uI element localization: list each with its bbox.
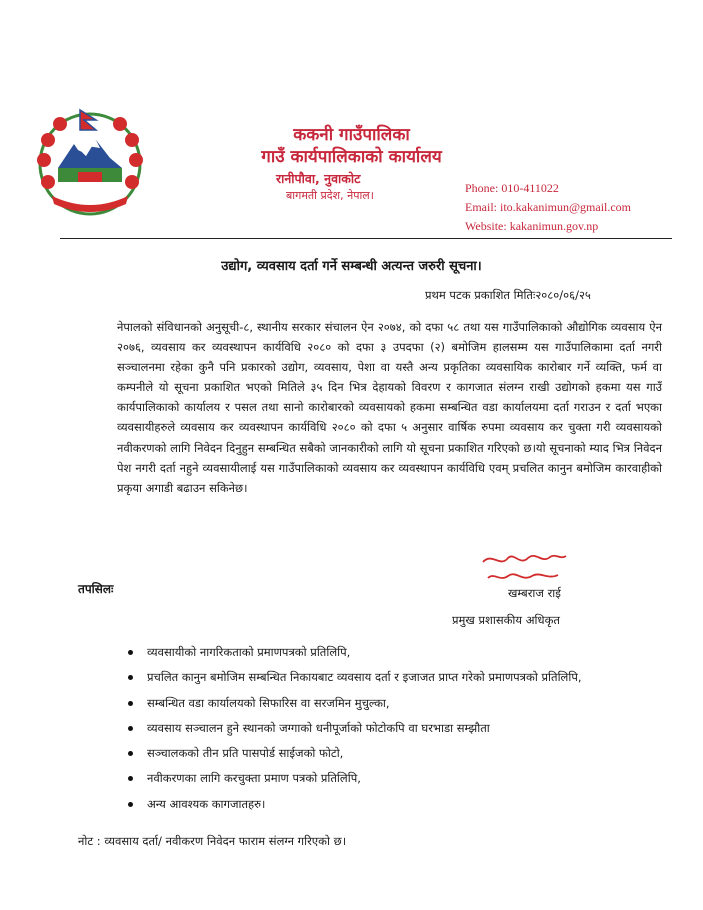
- list-item-text: नवीकरणका लागि करचुक्ता प्रमाण पत्रको प्रतिलिपि,: [147, 771, 361, 786]
- list-item-text: व्यवसाय सञ्चालन हुने स्थानको जग्गाको धनीपूर्जाको फोटोकपि वा घरभाडा सम्झौता: [147, 720, 490, 735]
- office-name: गाउँ कार्यपालिकाको कार्यालय: [261, 147, 442, 167]
- list-item: [128, 746, 582, 771]
- signer-name: खम्बराज राई: [508, 586, 561, 600]
- list-item-text: प्रचलित कानुन बमोजिम सम्बन्धित निकायबाट व्यवसाय दर्ता र इजाजत प्राप्त गरेको प्रमाणपत्रको प्रतिलिपि,: [147, 670, 582, 685]
- bullet-icon: [128, 650, 133, 655]
- list-item: [128, 771, 582, 796]
- notice-body: नेपालको संविधानको अनुसूची-८, स्थानीय सरकार संचालन ऐन २०७४, को दफा ५८ तथा यस गाउँपालिकाको औद्योगिक व्यवसाय ऐन २०७६, व्यवसाय कर व्यवस्थापन कार्यविधि २०८० को दफा ३ उपदफा (२) बमोजिम हालसम्म यस गाउँपालिकामा दर्ता नगरी सञ्चालनमा रहेका कुनै पनि प्रकारको उद्योग, व्यवसाय, पेशा वा यस्तै अन्य प्रकृतिका व्यवसायिक कारोबार गर्ने व्यक्ति, फर्म वा कम्पनीले यो सूचना प्रकाशित भएको मितिले ३५ दिन भित्र देहायको विवरण र कागजात संलग्न राखी उद्योगको हकमा यस गाउँ कार्यपालिकाको कार्यालय र पसल तथा सानो कारोबारको व्यवसायको हकमा सम्बन्धित वडा कार्यालयमा दर्ता गराउन र दर्ता भएका व्यवसायीहरुले व्यवसाय कर व्यवस्थापन कार्यविधि २०८० को दफा ५ अनुसार वार्षिक रुपमा व्यवसाय कर चुक्ता गरी व्यवसायको नवीकरणको लागि निवेदन दिनुहुन सम्बन्धित सबैको जानकारीको लागि यो सूचना प्रकाशित गरिएको छ।यो सूचनाको म्याद भित्र निवेदन पेश नगरी दर्ता नहुने व्यवसायीलाई यस गाउँपालिकाको व्यवसाय कर व्यवस्थापन कार्यविधि एवम् प्रचलित कानुन बमोजिम कारवाहीको प्रकृया अगाडी बढाउन सकिनेछ।: [117, 320, 662, 495]
- bullet-icon: [128, 675, 133, 680]
- bullet-icon: [128, 751, 133, 756]
- list-item: [128, 721, 582, 746]
- signature-mark: [478, 548, 573, 588]
- attachments-heading: तपसिलः: [78, 582, 114, 596]
- list-item: [128, 645, 582, 670]
- list-item-text: व्यवसायीको नागरिकताको प्रमाणपत्रको प्रतिलिपि,: [147, 645, 351, 659]
- org-address: रानीपौवा, नुवाकोट: [276, 171, 361, 186]
- list-item-text: अन्य आवश्यक कागजातहरु।: [147, 796, 266, 811]
- list-item-text: सञ्चालकको तीन प्रति पासपोर्ड साईजको फोटो,: [147, 746, 344, 761]
- org-name: ककनी गाउँपालिका: [293, 125, 410, 145]
- publish-date: प्रथम पटक प्रकाशित मितिः२०८०/०६/२५: [425, 288, 591, 302]
- bullet-icon: [128, 776, 133, 781]
- contact-website: Website: kakanimun.gov.np: [465, 219, 599, 233]
- bullet-icon: [128, 726, 133, 731]
- contact-email: Email: ito.kakanimun@gmail.com: [465, 200, 632, 214]
- attachments-list: [128, 645, 582, 822]
- footer-note: नोट : व्यवसाय दर्ता/ नवीकरण निवेदन फाराम संलग्न गरिएको छ।: [78, 834, 347, 848]
- contact-phone: Phone: 010-411022: [465, 181, 559, 195]
- bullet-icon: [128, 701, 133, 706]
- list-item: [128, 797, 582, 822]
- list-item: [128, 696, 582, 721]
- list-item: [128, 670, 582, 695]
- bullet-icon: [128, 802, 133, 807]
- header-divider: [60, 238, 672, 239]
- org-province: बागमती प्रदेश, नेपाल।: [286, 189, 374, 202]
- notice-subject: उद्योग, व्यवसाय दर्ता गर्ने सम्बन्धी अत्यन्त जरुरी सूचना।: [221, 259, 482, 274]
- list-item-text: सम्बन्धित वडा कार्यालयको सिफारिस वा सरजमिन मुचुल्का,: [147, 695, 390, 710]
- signer-designation: प्रमुख प्रशासकीय अधिकृत: [452, 613, 560, 627]
